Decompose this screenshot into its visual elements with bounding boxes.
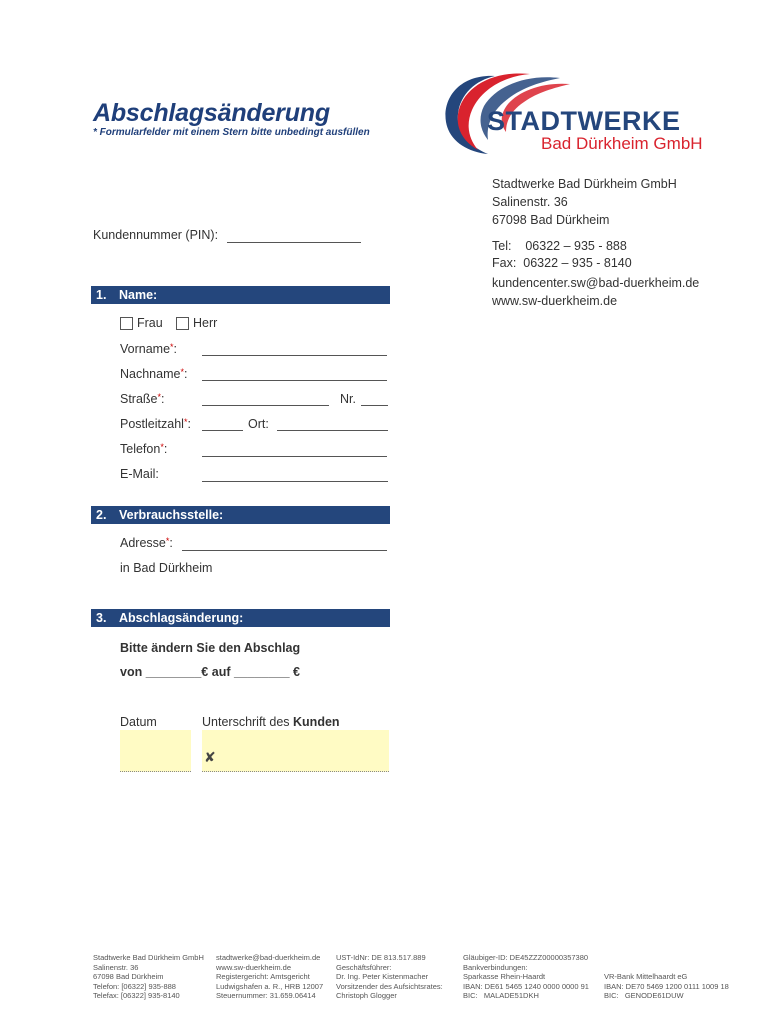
nachname-text: Nachname <box>120 367 181 381</box>
required-star: * <box>180 367 184 377</box>
unterschrift-label <box>202 715 340 729</box>
nachname-input[interactable] <box>202 380 387 381</box>
telefon-text: Telefon <box>120 442 161 456</box>
nr-input[interactable] <box>361 405 388 406</box>
datum-label: Datum <box>120 715 157 729</box>
kundennummer-input[interactable] <box>227 242 361 243</box>
telefon-label <box>120 442 167 456</box>
colon: : <box>187 417 191 431</box>
ort-input[interactable] <box>277 430 388 431</box>
adresse-input[interactable] <box>182 550 387 551</box>
frau-label: Frau <box>137 316 163 330</box>
colon: : <box>161 392 165 406</box>
herr-label: Herr <box>193 316 218 330</box>
section-number: 3. <box>96 611 107 625</box>
abschlag-instruction: Bitte ändern Sie den Abschlag <box>120 641 301 655</box>
nachname-label <box>120 367 187 381</box>
colon: : <box>173 342 178 356</box>
nr-label: Nr. <box>340 392 356 406</box>
kunden-text: Kunden <box>293 715 340 729</box>
herr-checkbox[interactable] <box>176 317 189 330</box>
company-web-link[interactable]: www.sw-duerkheim.de <box>492 294 618 308</box>
colon: : <box>183 367 188 381</box>
company-logo <box>440 70 730 160</box>
strasse-text: Straße <box>120 392 158 406</box>
strasse-input[interactable] <box>202 405 329 406</box>
footer-contact: stadtwerke@bad-duerkheim.de www.sw-duerkheim.de Registergericht: Amtsgericht Ludwigshafen a. R., HRB 12007 Steuernummer: 31.659.06414 <box>216 953 324 1000</box>
company-street: Salinenstr. 36 <box>492 195 568 209</box>
page-title: Abschlagsänderung <box>93 99 330 127</box>
company-fax: Fax: 06322 – 935 - 8140 <box>492 256 632 270</box>
vorname-label <box>120 342 177 356</box>
footer-legal: UST-IdNr: DE 813.517.889 Geschäftsführer: Dr. Ing. Peter Kistenmacher Vorsitzender des Aufsichtsrates: Christoph Glogger <box>336 953 443 1000</box>
footer-company: Stadtwerke Bad Dürkheim GmbH Salinenstr. 36 67098 Bad Dürkheim Telefon: [06322] 935-888 Telefax: [06322] 935-8140 <box>93 953 204 1000</box>
colon: : <box>169 536 173 550</box>
section-label: Name: <box>119 288 158 302</box>
strasse-label <box>120 392 165 406</box>
section-name-header <box>91 286 390 304</box>
required-star: * <box>160 442 164 452</box>
telefon-input[interactable] <box>202 456 387 457</box>
email-label: E-Mail: <box>120 467 159 481</box>
frau-checkbox[interactable] <box>120 317 133 330</box>
company-city: 67098 Bad Dürkheim <box>492 213 610 227</box>
plz-text: Postleitzahl <box>120 417 184 431</box>
required-star: * <box>157 392 162 402</box>
datum-input[interactable] <box>120 730 191 772</box>
section-number: 2. <box>96 508 107 522</box>
vorname-text: Vorname <box>120 342 171 356</box>
adresse-text: Adresse <box>120 536 166 550</box>
section-label: Verbrauchsstelle: <box>119 508 224 522</box>
sign-here-icon: ✘ <box>204 749 216 765</box>
section-number: 1. <box>96 288 107 302</box>
section-label: Abschlagsänderung: <box>119 611 244 625</box>
company-tel: Tel: 06322 – 935 - 888 <box>492 239 627 253</box>
plz-label <box>120 417 191 431</box>
required-fields-note: * Formularfelder mit einem Stern bitte unbedingt ausfüllen <box>93 127 370 138</box>
required-star: * <box>170 342 174 352</box>
logo-text-stadtwerke: STADTWERKE <box>487 106 681 136</box>
logo-text-bad-duerkheim: Bad Dürkheim GmbH <box>541 134 703 153</box>
unterschrift-text: Unterschrift des <box>202 715 294 729</box>
company-name: Stadtwerke Bad Dürkheim GmbH <box>492 177 677 191</box>
signature-input[interactable] <box>202 730 389 772</box>
section-verbrauchsstelle-header <box>91 506 390 524</box>
section-abschlag-header <box>91 609 390 627</box>
footer-bank2: VR-Bank Mittelhaardt eG IBAN: DE70 5469 1200 0111 1009 18 BIC: GENODE61DUW <box>604 972 729 1000</box>
vorname-input[interactable] <box>202 355 387 356</box>
colon: : <box>163 442 168 456</box>
abschlag-amount-line[interactable]: von ________€ auf ________ € <box>120 665 300 679</box>
kundennummer-label: Kundennummer (PIN): <box>93 228 219 242</box>
email-input[interactable] <box>202 481 388 482</box>
required-star: * <box>165 536 170 546</box>
footer-bank1: Gläubiger-ID: DE45ZZZ00000357380 Bankverbindungen: Sparkasse Rhein-Haardt IBAN: DE61 5465 1240 0000 0000 91 BIC: MALADE51DKH <box>463 953 589 1000</box>
plz-input[interactable] <box>202 430 243 431</box>
company-email-link[interactable]: kundencenter.sw@bad-duerkheim.de <box>492 276 700 290</box>
city-text: in Bad Dürkheim <box>120 561 213 575</box>
required-star: * <box>183 417 188 427</box>
ort-label: Ort: <box>248 417 269 431</box>
adresse-label <box>120 536 173 550</box>
